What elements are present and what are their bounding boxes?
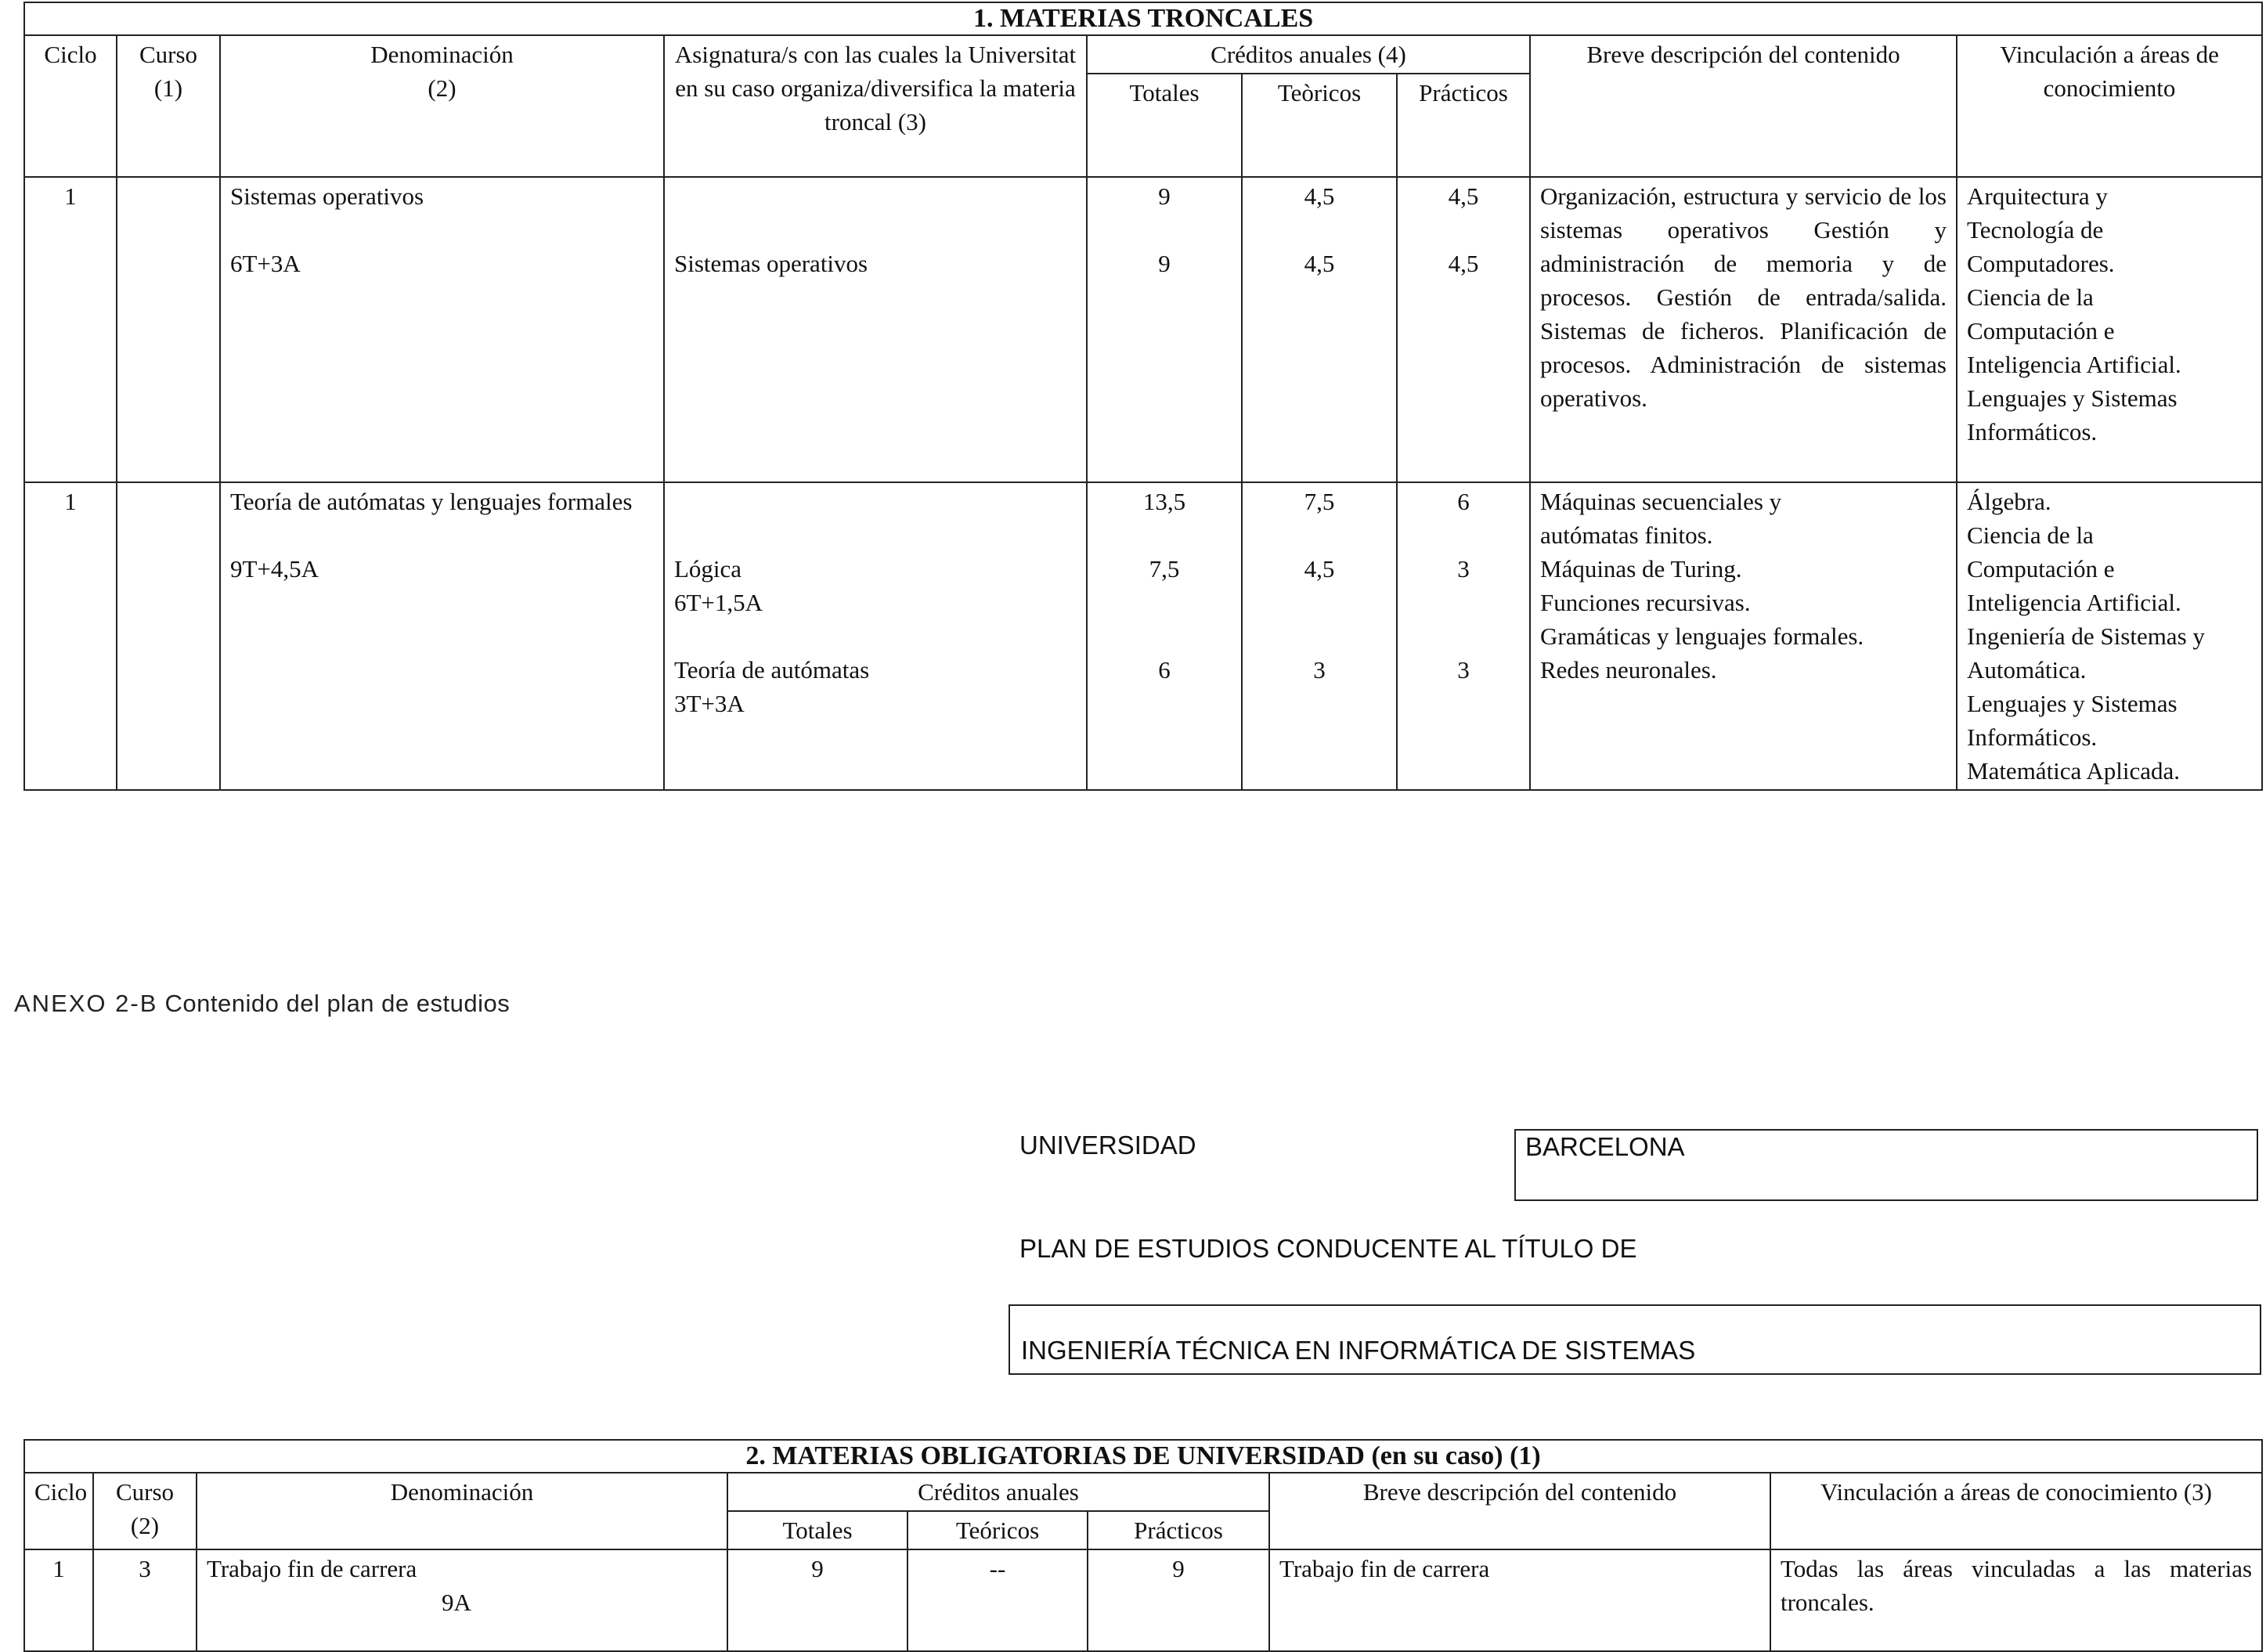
degree-title: INGENIERÍA TÉCNICA EN INFORMÁTICA DE SISTEMAS xyxy=(1009,1304,2261,1375)
row-denominacion: Teoría de autómatas y lenguajes formales 9T+4,5A xyxy=(220,482,664,790)
header-ciclo: Ciclo xyxy=(24,35,117,177)
row-vinculacion: Álgebra. Ciencia de la Computación e Inteligencia Artificial. Ingeniería de Sistemas y Automática. Lenguajes y Sistemas Informáticos. Matemática Aplicada. xyxy=(1957,482,2262,790)
table2-title: 2. MATERIAS OBLIGATORIAS DE UNIVERSIDAD (en su caso) (1) xyxy=(24,1440,2262,1473)
header-ciclo: Ciclo xyxy=(24,1473,93,1549)
table1-title: 1. MATERIAS TRONCALES xyxy=(24,2,2262,35)
row-denominacion xyxy=(197,1549,727,1651)
header-totales: Totales xyxy=(727,1511,907,1549)
header-curso: Curso (1) xyxy=(117,35,220,177)
row-vinculacion: Todas las áreas vinculadas a las materias troncales. xyxy=(1770,1549,2262,1651)
materias-troncales-table xyxy=(23,2,2263,791)
header-asignaturas: Asignatura/s con las cuales la Universitat en su caso organiza/diversifica la materia troncal (3) xyxy=(664,35,1087,177)
row-vinculacion: Arquitectura y Tecnología de Computadores. Ciencia de la Computación e Inteligencia Artificial. Lenguajes y Sistemas Informáticos. xyxy=(1957,177,2262,482)
row-denominacion: Sistemas operativos 6T+3A xyxy=(220,177,664,482)
row-ciclo: 1 xyxy=(24,1549,93,1651)
row-totales: 13,5 7,5 6 xyxy=(1087,482,1242,790)
annex-text: Contenido del plan de estudios xyxy=(164,990,511,1017)
table-row xyxy=(24,1549,2262,1651)
row-teoricos: 4,5 4,5 xyxy=(1242,177,1397,482)
header-descripcion: Breve descripción del contenido xyxy=(1530,35,1957,177)
header-creditos: Créditos anuales xyxy=(727,1473,1269,1511)
row-credit-code: 9A xyxy=(442,1589,471,1616)
header-creditos: Créditos anuales (4) xyxy=(1087,35,1530,74)
row-practicos: 6 3 3 xyxy=(1397,482,1530,790)
row-practicos: 4,5 4,5 xyxy=(1397,177,1530,482)
row-totales: 9 9 xyxy=(1087,177,1242,482)
table-row xyxy=(24,482,2262,790)
row-teoricos: 7,5 4,5 3 xyxy=(1242,482,1397,790)
header-denominacion: Denominación xyxy=(197,1473,727,1549)
row-descripcion: Organización, estructura y servicio de los sistemas operativos Gestión y administración de memoria y de procesos. Gestión de entrada/salida. Sistemas de ficheros. Planificación de procesos. Administración de sistemas operativos. xyxy=(1530,177,1957,482)
row-asignaturas: Sistemas operativos xyxy=(664,177,1087,482)
row-ciclo: 1 xyxy=(24,177,117,482)
header-descripcion: Breve descripción del contenido xyxy=(1269,1473,1770,1549)
row-teoricos: -- xyxy=(907,1549,1088,1651)
plan-label: PLAN DE ESTUDIOS CONDUCENTE AL TÍTULO DE xyxy=(1019,1234,1637,1263)
row-totales: 9 xyxy=(727,1549,907,1651)
header-vinculacion: Vinculación a áreas de conocimiento (3) xyxy=(1770,1473,2262,1549)
header-totales: Totales xyxy=(1087,74,1242,177)
row-curso xyxy=(117,177,220,482)
header-curso: Curso (2) xyxy=(93,1473,197,1549)
materias-obligatorias-table xyxy=(23,1439,2263,1652)
header-practicos: Prácticos xyxy=(1088,1511,1269,1549)
annex-lead: ANEXO 2-B xyxy=(14,990,158,1017)
row-ciclo: 1 xyxy=(24,482,117,790)
table-row xyxy=(24,177,2262,482)
row-descripcion: Trabajo fin de carrera xyxy=(1269,1549,1770,1651)
header-denominacion: Denominación (2) xyxy=(220,35,664,177)
university-label: UNIVERSIDAD xyxy=(1019,1131,1196,1160)
row-asignaturas: Lógica 6T+1,5A Teoría de autómatas 3T+3A xyxy=(664,482,1087,790)
row-denominacion-name: Trabajo fin de carrera xyxy=(207,1555,417,1582)
header-teoricos: Teóricos xyxy=(907,1511,1088,1549)
annex-heading xyxy=(14,990,510,1018)
university-value: BARCELONA xyxy=(1514,1129,2258,1201)
row-descripcion: Máquinas secuenciales y autómatas finitos. Máquinas de Turing. Funciones recursivas. Gramáticas y lenguajes formales. Redes neuronales. xyxy=(1530,482,1957,790)
row-practicos: 9 xyxy=(1088,1549,1269,1651)
header-practicos: Prácticos xyxy=(1397,74,1530,177)
header-vinculacion: Vinculación a áreas de conocimiento xyxy=(1957,35,2262,177)
row-curso: 3 xyxy=(93,1549,197,1651)
row-curso xyxy=(117,482,220,790)
header-teoricos: Teòricos xyxy=(1242,74,1397,177)
